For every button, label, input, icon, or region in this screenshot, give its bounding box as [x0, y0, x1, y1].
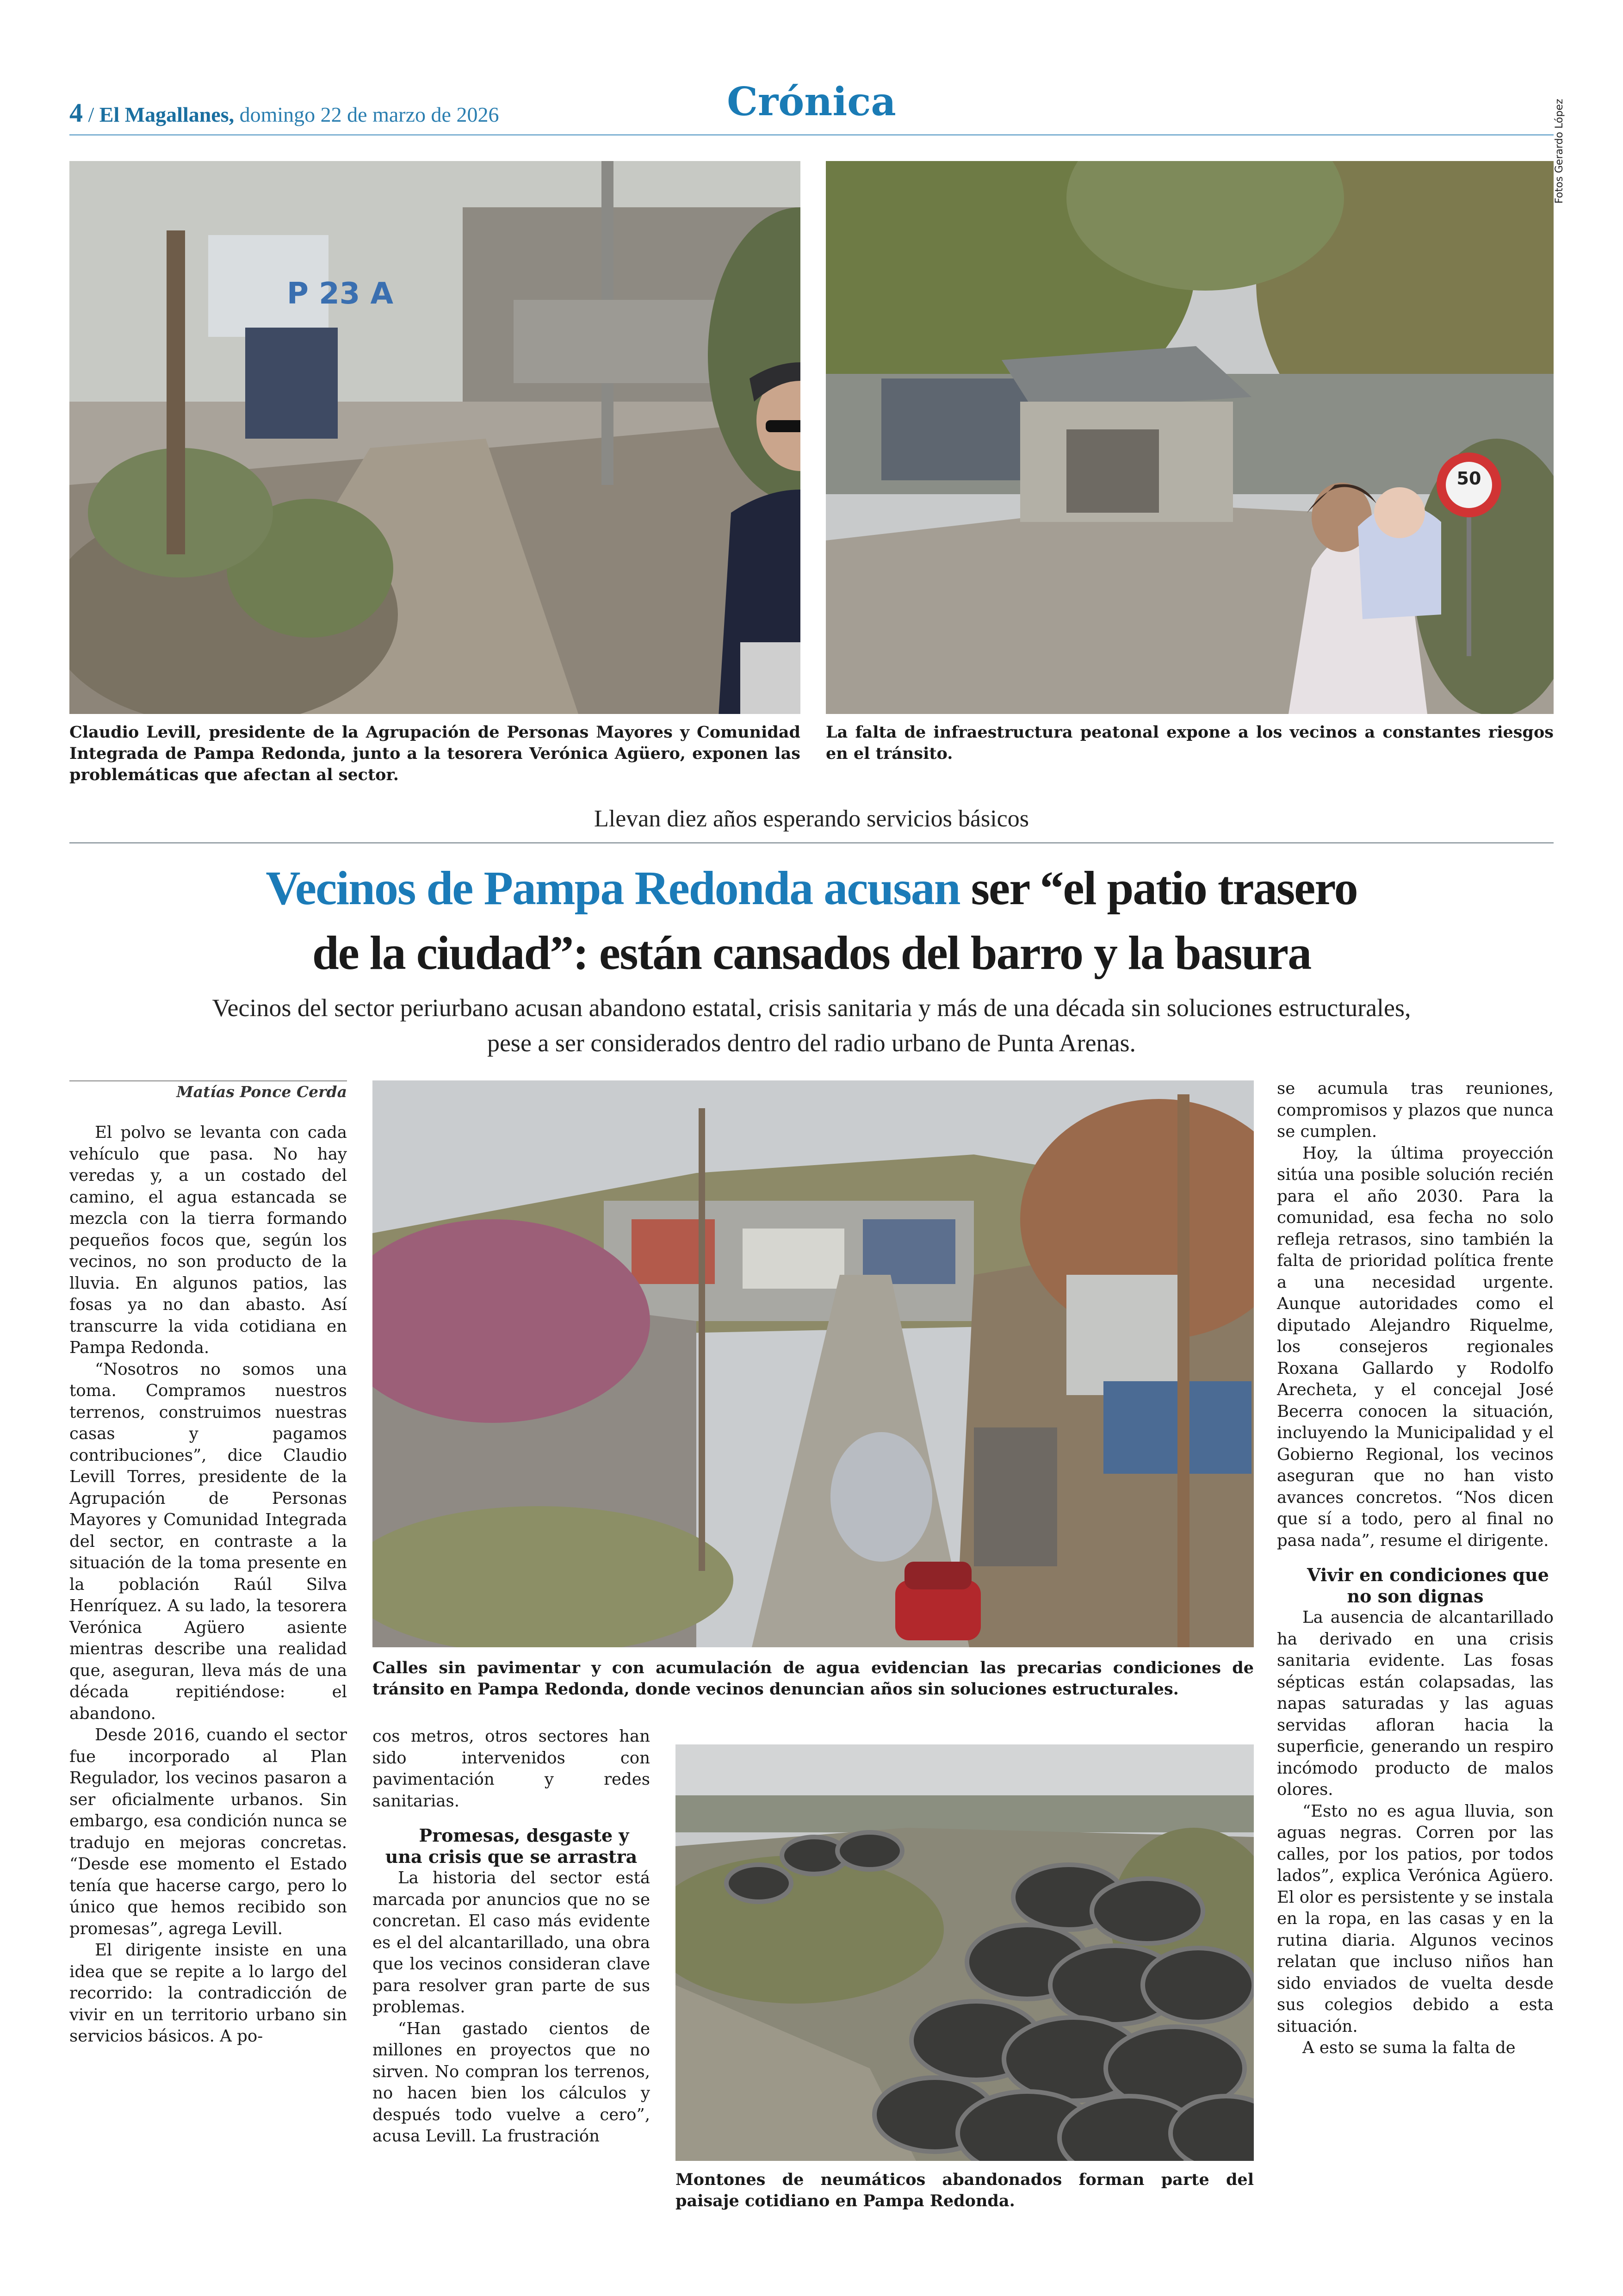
photo-pedestrian-road	[826, 161, 1554, 714]
speed-limit-sign: 50	[1456, 468, 1481, 489]
deck: Vecinos del sector periurbano acusan abandono estatal, crisis sanitaria y más de una década sin soluciones estructurales, pese a ser considerados dentro del radio urbano de Punta Arenas.	[212, 994, 1411, 1057]
byline: Matías Ponce Cerda	[176, 1083, 347, 1101]
section-title: Crónica	[727, 79, 896, 124]
paragraph: Hoy, la última proyección sitúa una posible solución recién para el año 2030. Para la comunidad, esa fecha no solo refleja retrasos, sino también la falta de prioridad política frente a una necesidad urgente. Aunque autoridades como el diputado Alejandro Riquelme, los consejeros regionales Roxana Gallardo y Rodolfo Arecheta, y el concejal José Becerra conocen la situación, incluyendo la Municipalidad y el Gobierno Regional, los vecinos aseguran que no han visto avances concretos. “Nos dicen que sí a todo, pero al final no pasa nada”, resume el dirigente.	[1277, 1143, 1554, 1550]
photo-abandoned-tires	[675, 1744, 1254, 2161]
body-column-1	[69, 1122, 347, 2048]
byline-rule	[69, 1080, 347, 1081]
header-rule	[69, 134, 1554, 136]
issue-date: domingo 22 de marzo de 2026	[239, 103, 499, 126]
caption-street: Calles sin pavimentar y con acumulación de agua evidencian las precarias condiciones de tránsito en Pampa Redonda, donde vecinos denuncian años sin soluciones estructurales.	[372, 1658, 1254, 1699]
photo-unpaved-street	[372, 1080, 1254, 1647]
paragraph: A esto se suma la falta de	[1302, 2038, 1516, 2057]
paragraph: La ausencia de alcantarillado ha derivado en una crisis sanitaria evidente. Las fosas sépticas están colapsadas, las napas saturadas y las aguas servidas afloran hacia la superficie, generando un respiro incómodo producto de malos olores.	[1277, 1608, 1554, 1799]
page-number: 4	[69, 98, 83, 128]
headline-part-2: de la ciudad”: están cansados del barro y la basura	[312, 926, 1311, 980]
paragraph: cos metros, otros sectores han sido intervenidos con pavimentación y redes sanitarias.	[372, 1727, 650, 1811]
paragraph: El polvo se levanta con cada vehículo que pasa. No hay veredas y, a un costado del camino, el agua estancada se mezcla con la tierra formando pequeños focos que, según los vecinos, no son producto de la lluvia. En algunos patios, las fosas ya no dan abasto. Así transcurre la vida cotidiana en Pampa Redonda.	[69, 1123, 347, 1357]
headline-highlight: Vecinos de Pampa Redonda acusan	[266, 862, 960, 915]
paragraph: La historia del sector está marcada por anuncios que no se concretan. El caso más evidente es el del alcantarillado, una obra que los vecinos consideran clave para resolver gran parte de sus problemas.	[372, 1868, 650, 2017]
paragraph: “Esto no es agua lluvia, son aguas negras. Corren por las calles, por los patios, por todos lados”, explica Verónica Agüero. El olor es persistente y se instala en la ropa, en las casas y en la rutina diaria. Algunos vecinos relatan que incluso niños han sido enviados de vuelta desde sus colegios debido a esta situación.	[1277, 1801, 1554, 2036]
subhead-promesas: Promesas, desgaste y una crisis que se arrastra	[385, 1825, 638, 1867]
paragraph: “Han gastado cientos de millones en proyectos que no sirven. No compran los terrenos, no hacen bien los cálculos y después todo vuelve a cero”, acusa Levill. La frustración	[372, 2019, 650, 2146]
body-column-2	[372, 1726, 650, 2147]
photo-credit: Fotos Gerardo López	[1554, 99, 1565, 204]
property-sign: P 23 A	[287, 277, 394, 311]
paragraph: se acumula tras reuniones, compromisos y plazos que nunca se cumplen.	[1277, 1079, 1554, 1141]
subhead-condiciones: Vivir en condiciones que no son dignas	[1307, 1564, 1549, 1607]
paragraph: “Nosotros no somos una toma. Compramos nuestros terrenos, construimos nuestras casas y pagamos contribuciones”, dice Claudio Levill Torres, presidente de la Agrupación de Personas Mayores y Comunidad Integrada del sector, en contraste a la situación de la toma presente en la población Raúl Silva Henríquez. A su lado, la tesorera Verónica Agüero asiente mientras describe una realidad que, aseguran, lleva más de una década repitiéndose: el abandono.	[69, 1359, 347, 1723]
caption-top-right: La falta de infraestructura peatonal expone a los vecinos a constantes riesgos en el tránsito.	[826, 723, 1554, 763]
paragraph: El dirigente insiste en una idea que se repite a lo largo del recorrido: la contradicción de vivir en un territorio urbano sin servicios básicos. A po-	[69, 1941, 347, 2046]
folio-separator: /	[88, 103, 94, 126]
paragraph: Desde 2016, cuando el sector fue incorporado al Plan Regulador, los vecinos pasaron a ser oficialmente urbanos. Sin embargo, esa condición nunca se tradujo en mejoras concretas. “Desde ese momento el Estado tenía que hacerse cargo, pero lo único que hemos recibido son promesas”, agrega Levill.	[69, 1725, 347, 1938]
caption-tires: Montones de neumáticos abandonados forman parte del paisaje cotidiano en Pampa Redonda.	[675, 2170, 1254, 2210]
caption-top-left: Claudio Levill, presidente de la Agrupación de Personas Mayores y Comunidad Integrada de Pampa Redonda, junto a la tesorera Verónica Agüero, exponen las problemáticas que afectan al sector.	[69, 723, 800, 784]
kicker-rule	[69, 842, 1554, 844]
newspaper-name: El Magallanes,	[99, 103, 235, 126]
body-column-3	[1277, 1078, 1554, 2059]
kicker: Llevan diez años esperando servicios básicos	[594, 806, 1029, 832]
headline	[65, 856, 1558, 986]
headline-part-1: ser “el patio trasero	[960, 862, 1357, 915]
photo-claudio-levill	[69, 161, 800, 714]
